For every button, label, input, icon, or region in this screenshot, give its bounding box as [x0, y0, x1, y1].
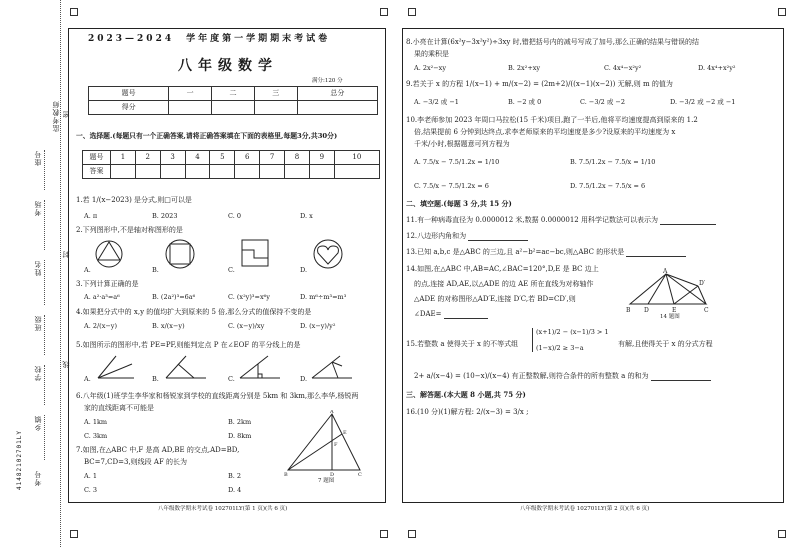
answer-input[interactable] — [260, 165, 285, 179]
svg-text:B: B — [284, 472, 288, 476]
svg-text:A: A — [663, 268, 668, 275]
q1-option-c: C. 0 — [228, 212, 242, 220]
section-3-heading: 三、解答题.(本大题 8 小题,共 75 分) — [406, 390, 526, 399]
q4-option-a: A. 2/(x−y) — [84, 322, 118, 330]
q1-option-d: D. x — [300, 212, 313, 220]
q5-option-d: D. — [300, 375, 308, 383]
figure-14-caption: 14 题图 — [660, 314, 680, 320]
svg-text:D: D — [644, 307, 649, 314]
q2-option-d: D. — [300, 266, 308, 274]
q3-option-d: D. m⁶÷m³=m³ — [300, 293, 347, 301]
inequality-2: (1−x)/2 ≥ 3−a — [536, 344, 584, 353]
q5-option-b: B. — [152, 375, 159, 383]
answer-input[interactable] — [285, 165, 310, 179]
q15-answer-blank[interactable] — [651, 374, 711, 381]
line-label: 线 — [62, 360, 70, 368]
room-label: 考场 — [34, 200, 42, 216]
cut-line — [60, 0, 61, 547]
question-7-cont: BC=7,CD=3,则线段 AF 的长为 — [84, 458, 188, 466]
q10-option-d: D. 7.5/1.2x − 7.5/x = 6 — [570, 182, 646, 190]
triangle-figure-7 — [284, 410, 364, 476]
q6-option-b: B. 2km — [228, 418, 252, 426]
q10-option-c: C. 7.5/x − 7.5/1.2x = 6 — [414, 182, 489, 190]
answer-input[interactable] — [235, 165, 260, 179]
exam-header-title: 2023—2024 学年度第一学期期末考试卷 — [88, 34, 331, 44]
corner-mark — [380, 8, 388, 16]
section-1-heading: 一、选择题.(每题只有一个正确答案,请将正确答案填在下面的表格里,每题3分,共30分) — [76, 132, 338, 140]
svg-text:E: E — [672, 307, 677, 314]
answer-input[interactable] — [210, 165, 235, 179]
q6-option-a: A. 1km — [84, 418, 108, 426]
question-14-cont: 的点,连接 AD,AE,以△ADE 的边 AE 所在直线为对称轴作 — [414, 280, 594, 288]
q5-option-c: C. — [228, 375, 235, 383]
question-14: 14.如图,在△ABC 中,AB=AC,∠BAC=120°,D,E 是 BC 边上 — [406, 265, 599, 273]
angle-figure-d — [310, 354, 354, 382]
score-cell: 三 — [254, 87, 297, 101]
q2-option-c: C. — [228, 266, 235, 274]
q13-answer-blank[interactable] — [626, 250, 686, 257]
score-input[interactable] — [297, 101, 377, 115]
q9-option-c: C. −3/2 或 −2 — [580, 98, 625, 106]
corner-mark — [380, 530, 388, 538]
line-label: 封 — [62, 250, 70, 258]
question-5: 5.如图所示的图形中,若 PE=PF,则能判定点 P 在∠EOF 的平分线上的是 — [76, 341, 301, 349]
binding-margin — [0, 0, 72, 547]
figure-7-caption: 7 题图 — [318, 478, 335, 484]
answer-header: 4 — [185, 151, 210, 165]
q7-option-b: B. 2 — [228, 472, 242, 480]
square-step-figure — [240, 238, 270, 268]
answer-label: 答案 — [83, 165, 111, 179]
question-3: 3.下列计算正确的是 — [76, 280, 139, 288]
question-14-cont3: ∠DAE= — [414, 310, 488, 319]
score-cell: 题号 — [89, 87, 169, 101]
svg-text:E: E — [343, 430, 347, 436]
question-6-cont: 家的直线距离不可能是 — [84, 404, 154, 412]
q8-option-b: B. 2x²+xy — [508, 64, 541, 72]
answer-input[interactable] — [135, 165, 160, 179]
q12-answer-blank[interactable] — [468, 234, 528, 241]
answer-table — [82, 150, 380, 179]
score-table — [88, 86, 378, 115]
q6-option-c: C. 3km — [84, 432, 108, 440]
answer-header: 2 — [135, 151, 160, 165]
angle-figure-b — [164, 354, 208, 382]
q9-option-b: B. −2 或 0 — [508, 98, 542, 106]
inequality-1: (x+1)/2 − (x−1)/3 > 1 — [536, 328, 609, 336]
q9-option-a: A. −3/2 或 −1 — [414, 98, 459, 106]
svg-text:B: B — [626, 307, 631, 314]
question-7: 7.如图,在△ABC 中,F 是高 AD,BE 的交点,AD=BD, — [76, 446, 240, 454]
q1-option-b: B. 2023 — [152, 212, 178, 220]
q9-option-d: D. −3/2 或 −2 或 −1 — [670, 98, 736, 106]
score-cell: 总分 — [297, 87, 377, 101]
q7-option-d: D. 4 — [228, 486, 242, 494]
q11-answer-blank[interactable] — [660, 218, 716, 225]
q4-option-d: D. (x−y)/y² — [300, 322, 336, 330]
score-cell: 得分 — [89, 101, 169, 115]
question-10-cont2: 千米/小时,根据题意可列方程为 — [414, 140, 510, 148]
answer-header: 题号 — [83, 151, 111, 165]
score-input[interactable] — [212, 101, 255, 115]
q2-option-b: B. — [152, 266, 159, 274]
answer-header: 5 — [210, 151, 235, 165]
answer-header: 6 — [235, 151, 260, 165]
township-label: 乡镇 — [34, 415, 42, 431]
score-input[interactable] — [169, 101, 212, 115]
q3-option-b: B. (2a²)³=6a⁶ — [152, 293, 196, 301]
question-1: 1.若 1/(x−2023) 是分式,则□可以是 — [76, 196, 192, 204]
question-12: 12.八边形内角和为 — [406, 232, 528, 241]
q8-option-d: D. 4x⁴+x²y² — [698, 64, 736, 72]
line-label: 密 — [62, 110, 70, 118]
question-6: 6.八年级(1)班学生李华家和杨锐家到学校的直线距离分别是 5km 和 3km,那么李华,杨锐两 — [76, 392, 359, 400]
q14-answer-blank[interactable] — [444, 312, 488, 319]
answer-header: 9 — [309, 151, 334, 165]
circle-square-figure — [164, 238, 196, 270]
svg-text:D: D — [330, 472, 335, 476]
q5-option-a: A. — [84, 375, 91, 383]
question-2: 2.下列图形中,不是轴对称图形的是 — [76, 226, 183, 234]
subject-title: 八年级数学 — [178, 58, 278, 74]
question-10-cont: 倍,结果提前 6 分钟到达终点,求李老师原来的平均速度是多少?设原来的平均速度为 x — [414, 128, 676, 136]
q4-option-c: C. (x−y)/xy — [228, 322, 265, 330]
answer-input[interactable] — [309, 165, 334, 179]
corner-mark — [408, 530, 416, 538]
invigilator-label: 监考教师 — [52, 100, 60, 132]
answer-header: 10 — [334, 151, 379, 165]
question-9: 9.若关于 x 的方程 1/(x−1) + m/(x−2) = (2m+2)/((x−1)(x−2)) 无解,则 m 的值为 — [406, 80, 673, 88]
corner-mark — [70, 530, 78, 538]
circle-triangle-figure — [94, 238, 124, 270]
question-15-cont: 有解,且使得关于 x 的分式方程 — [618, 340, 713, 348]
left-page-footer: 八年级数学期末考试卷 102701LY(第 1 页)(共 6 页) — [158, 506, 288, 512]
question-4: 4.如果把分式中的 x,y 的值均扩大到原来的 5 倍,那么分式的值保持不变的是 — [76, 308, 312, 316]
name-label: 姓名 — [34, 260, 42, 276]
school-label: 学校 — [34, 365, 42, 381]
question-8-cont: 果的乘积是 — [414, 50, 449, 58]
svg-text:D′: D′ — [699, 280, 706, 287]
q10-option-b: B. 7.5/1.2x − 7.5/x = 1/10 — [570, 158, 656, 166]
corner-mark — [408, 8, 416, 16]
full-score: 满分:120 分 — [312, 78, 343, 84]
q8-option-a: A. 2x²−xy — [414, 64, 447, 72]
question-15: 15.若整数 a 使得关于 x 的不等式组 — [406, 340, 519, 348]
answer-input[interactable] — [111, 165, 136, 179]
class-label: 班级 — [34, 315, 42, 331]
q7-option-a: A. 1 — [84, 472, 97, 480]
corner-mark — [778, 8, 786, 16]
q2-option-a: A. — [84, 266, 91, 274]
answer-input[interactable] — [185, 165, 210, 179]
answer-input[interactable] — [334, 165, 379, 179]
score-input[interactable] — [254, 101, 297, 115]
q3-option-c: C. (x²y)³=x⁶y — [228, 293, 270, 301]
q10-option-a: A. 7.5/x − 7.5/1.2x = 1/10 — [414, 158, 500, 166]
q4-option-b: B. x/(x−y) — [152, 322, 185, 330]
answer-header: 7 — [260, 151, 285, 165]
barcode-number: 41482102701LY — [16, 430, 23, 490]
circle-heart-figure — [312, 238, 344, 270]
angle-figure-a — [96, 354, 136, 382]
score-cell: 二 — [212, 87, 255, 101]
answer-header: 1 — [111, 151, 136, 165]
svg-text:C: C — [704, 307, 709, 314]
q3-option-a: A. a²·a³=a⁶ — [84, 293, 120, 301]
exam-no-label: 考号 — [34, 470, 42, 486]
question-16: 16.(10 分)(1)解方程: 2/(x−3) = 3/x ; — [406, 408, 529, 416]
seat-label: 座号 — [34, 150, 42, 166]
question-14-cont2: △ADE 的对称图形△AD′E,连接 D′C,若 BD=CD′,则 — [414, 295, 576, 303]
svg-text:A: A — [330, 410, 334, 415]
corner-mark — [70, 8, 78, 16]
question-13: 13.已知 a,b,c 是△ABC 的三边,且 a²−b²=ac−bc,则△ABC 的形状是 — [406, 248, 686, 257]
right-page-footer: 八年级数学期末考试卷 102701LY(第 2 页)(共 6 页) — [520, 506, 650, 512]
triangle-figure-14 — [626, 266, 710, 314]
inequality-system — [532, 328, 609, 352]
q8-option-c: C. 4x⁴−x²y² — [604, 64, 642, 72]
angle-figure-c — [238, 354, 282, 382]
answer-input[interactable] — [160, 165, 185, 179]
question-10: 10.李老师参加 2023 年周口马拉松(15 千米)项目,跑了一半后,他将平均速度提高到原来的 1.2 — [406, 116, 698, 124]
question-8: 8.小亮在计算(6x²y−3x²y²)÷3xy 时,错把括号内的减号写成了加号,那么正确的结果与错误的结 — [406, 38, 700, 46]
svg-text:C: C — [358, 472, 362, 476]
answer-header: 3 — [160, 151, 185, 165]
score-cell: 一 — [169, 87, 212, 101]
corner-mark — [778, 530, 786, 538]
q1-option-a: A. π — [84, 212, 98, 220]
section-2-heading: 二、填空题.(每题 3 分,共 15 分) — [406, 199, 512, 208]
answer-header: 8 — [285, 151, 310, 165]
q6-option-d: D. 8km — [228, 432, 252, 440]
q7-option-c: C. 3 — [84, 486, 98, 494]
question-11: 11.有一种病毒直径为 0.0000012 米,数据 0.0000012 用科学记数法可以表示为 — [406, 216, 716, 225]
question-15-cont2: 2+ a/(x−4) = (10−x)/(x−4) 有正整数解,则符合条件的所有整数 a 的和为 — [414, 372, 711, 381]
svg-text:F: F — [334, 442, 338, 448]
